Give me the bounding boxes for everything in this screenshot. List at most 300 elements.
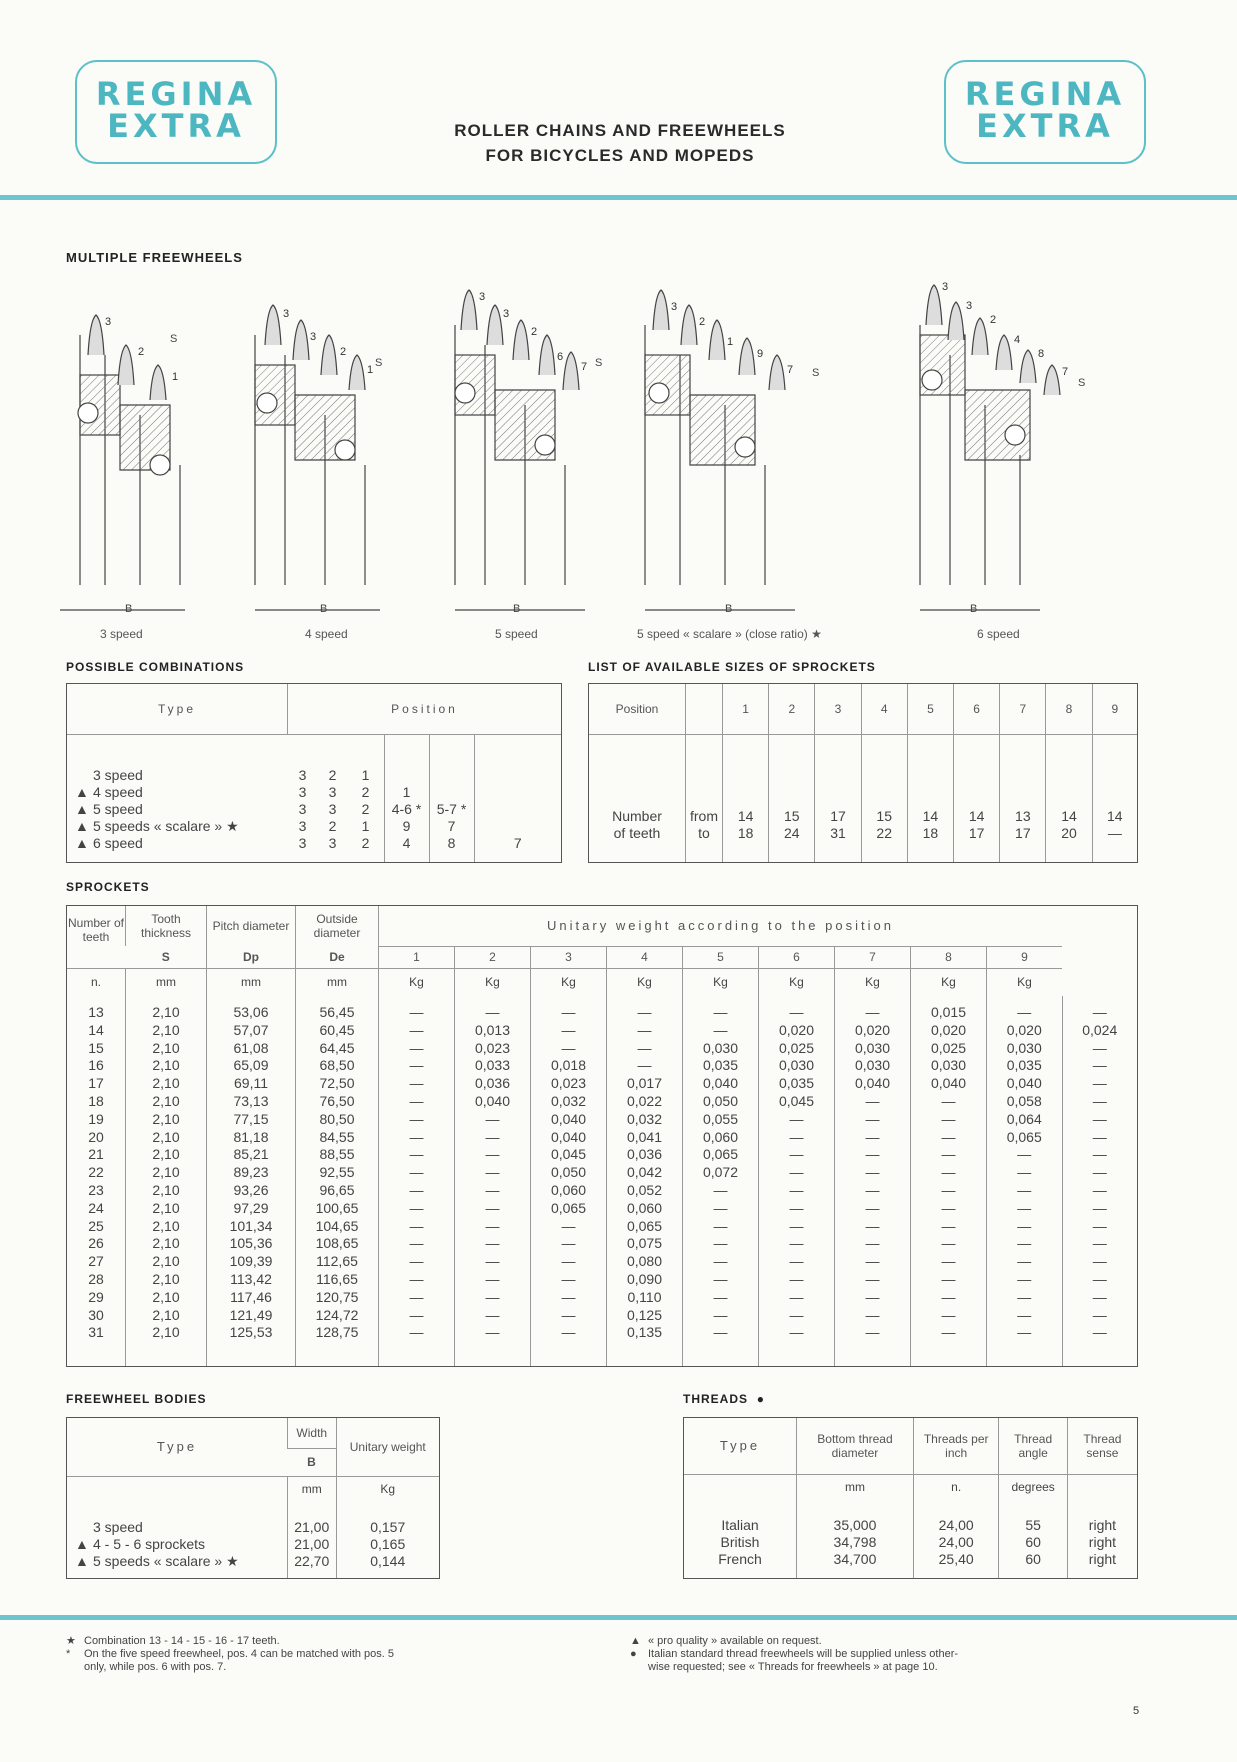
cell: 2,10 xyxy=(152,1324,180,1341)
cell: — xyxy=(637,1057,652,1074)
sym-de: De xyxy=(296,946,379,968)
cell: — xyxy=(1092,1270,1107,1287)
cell: — xyxy=(409,1004,424,1020)
cell: — xyxy=(1017,1146,1032,1163)
cell: — xyxy=(789,1146,804,1163)
cell: — xyxy=(713,1306,728,1323)
cell: — xyxy=(789,1324,804,1341)
cell: 0,030 xyxy=(930,1057,967,1074)
cell: 68,50 xyxy=(319,1057,355,1074)
weight-column-pos-4 xyxy=(607,996,683,1366)
body-type-row: ▲ 5 speeds « scalare » ★ xyxy=(75,1553,239,1569)
unit-kg: Kg xyxy=(759,968,835,996)
cell: 2,10 xyxy=(152,1199,180,1216)
footnote-asterisk-cont: only, while pos. 6 with pos. 7. xyxy=(84,1661,227,1673)
cell: — xyxy=(789,1270,804,1287)
thread-types: Italian British French xyxy=(718,1517,762,1567)
cell: 2,10 xyxy=(152,1146,180,1163)
cell: 0,040 xyxy=(702,1075,739,1092)
sym-dp: Dp xyxy=(207,946,296,968)
brand-logo-left xyxy=(75,60,277,164)
cell: 18 xyxy=(88,1092,104,1109)
size-pos-6: 14 17 xyxy=(954,734,1000,862)
size-pos-2: 15 24 xyxy=(769,734,815,862)
cell: — xyxy=(865,1235,880,1252)
cell: — xyxy=(637,1021,652,1038)
cell: — xyxy=(409,1021,424,1038)
cell: — xyxy=(1092,1128,1107,1145)
cell: — xyxy=(789,1253,804,1270)
cell: 125,53 xyxy=(229,1324,273,1341)
cell: — xyxy=(789,1128,804,1145)
caption-5-speed: 5 speed xyxy=(495,627,538,641)
size-pos-8: 14 20 xyxy=(1046,734,1092,862)
cell: — xyxy=(1092,1057,1107,1074)
pitch-column xyxy=(207,996,296,1366)
cell: 0,040 xyxy=(550,1128,587,1145)
cell: — xyxy=(941,1128,956,1145)
diagram-5-speed xyxy=(455,290,587,610)
unit-mm: mm xyxy=(288,1476,337,1502)
svg-text:1: 1 xyxy=(367,364,374,376)
cell: 0,032 xyxy=(550,1092,587,1109)
col-type: Type xyxy=(67,1418,288,1476)
title-line1: ROLLER CHAINS AND FREEWHEELS xyxy=(454,121,786,140)
cell: — xyxy=(1092,1199,1107,1216)
cell: 0,045 xyxy=(778,1092,815,1109)
cell: — xyxy=(941,1181,956,1198)
cell: 93,26 xyxy=(233,1181,269,1198)
cell: 22 xyxy=(88,1164,104,1181)
cell: — xyxy=(409,1217,424,1234)
cell: 23 xyxy=(88,1181,104,1198)
unit-mm: mm xyxy=(207,968,296,996)
cell: — xyxy=(1017,1164,1032,1181)
caption-4-speed: 4 speed xyxy=(305,627,348,641)
cell: — xyxy=(713,1004,728,1020)
cell: — xyxy=(789,1004,804,1020)
unit-mm: mm xyxy=(797,1474,914,1500)
cell: 100,65 xyxy=(315,1199,359,1216)
cell: — xyxy=(1017,1181,1032,1198)
cell: 0,023 xyxy=(474,1039,511,1056)
cell: 0,025 xyxy=(930,1039,967,1056)
cell: 85,21 xyxy=(233,1146,269,1163)
cell: 0,055 xyxy=(702,1110,739,1127)
svg-text:2: 2 xyxy=(138,346,145,358)
cell: 0,065 xyxy=(550,1199,587,1216)
size-pos-5: 14 18 xyxy=(907,734,953,862)
cell: — xyxy=(941,1146,956,1163)
unit-kg: Kg xyxy=(336,1476,439,1502)
col-outside-diameter: Outside diameter xyxy=(296,906,379,946)
cell: — xyxy=(713,1235,728,1252)
size-pos-9: 14 — xyxy=(1092,734,1137,862)
combination-pos-1: 3 3 3 3 3 xyxy=(298,767,307,851)
svg-text:3: 3 xyxy=(942,281,949,293)
cell: 56,45 xyxy=(319,1004,355,1020)
cell: — xyxy=(485,1253,500,1270)
cell: 27 xyxy=(88,1253,104,1270)
page-title xyxy=(300,118,940,168)
cell: — xyxy=(713,1021,728,1038)
unit-kg: Kg xyxy=(835,968,911,996)
combination-pos-5: 5-7 * 7 8 xyxy=(429,734,474,862)
cell: — xyxy=(409,1092,424,1109)
cell: 0,040 xyxy=(474,1092,511,1109)
footnote-star: ★ Combination 13 - 14 - 15 - 16 - 17 teeth. xyxy=(66,1635,280,1647)
cell: — xyxy=(713,1199,728,1216)
cell: — xyxy=(1092,1110,1107,1127)
dim-b-2: B xyxy=(320,603,328,615)
cell: 2,10 xyxy=(152,1306,180,1323)
dim-b-5: B xyxy=(970,603,978,615)
cell: 0,065 xyxy=(702,1146,739,1163)
cell: 105,36 xyxy=(229,1235,273,1252)
svg-text:3: 3 xyxy=(283,308,290,320)
cell: — xyxy=(865,1217,880,1234)
cell: — xyxy=(409,1253,424,1270)
cell: 0,020 xyxy=(1006,1021,1042,1038)
cell: 65,09 xyxy=(233,1057,269,1074)
cell: 0,040 xyxy=(854,1075,891,1092)
cell: — xyxy=(409,1164,424,1181)
cell: 80,50 xyxy=(319,1110,355,1127)
cell: 2,10 xyxy=(152,1253,180,1270)
brand-line1: REGINA xyxy=(95,75,257,113)
cell: — xyxy=(865,1004,880,1020)
thread-tpi: 24,00 24,00 25,40 xyxy=(913,1500,999,1578)
cell: 69,11 xyxy=(234,1075,268,1092)
cell: 16 xyxy=(88,1057,104,1074)
dim-s-2: S xyxy=(375,357,383,369)
size-pos-4: 15 22 xyxy=(861,734,907,862)
cell: 2,10 xyxy=(152,1021,180,1038)
cell: — xyxy=(561,1306,576,1323)
cell: — xyxy=(485,1217,500,1234)
cell: — xyxy=(865,1270,880,1287)
cell: — xyxy=(637,1004,652,1020)
cell: — xyxy=(1092,1288,1107,1305)
cell: 20 xyxy=(88,1128,104,1145)
weight-column-pos-7 xyxy=(835,996,911,1366)
weight-position-header: 2 xyxy=(455,946,531,968)
weight-column-pos-5 xyxy=(683,996,759,1366)
cell: 0,035 xyxy=(702,1057,739,1074)
cell: 117,46 xyxy=(230,1288,272,1305)
cell: — xyxy=(865,1128,880,1145)
svg-text:3: 3 xyxy=(310,331,317,343)
cell: — xyxy=(941,1306,956,1323)
cell: — xyxy=(865,1253,880,1270)
footnote-dot: ● Italian standard thread freewheels will be supplied unless other- xyxy=(630,1648,959,1660)
sprockets-title: SPROCKETS xyxy=(66,880,150,894)
cell: 0,025 xyxy=(778,1039,815,1056)
col-thread-sense: Thread sense xyxy=(1067,1418,1137,1474)
cell: — xyxy=(485,1270,500,1287)
cell: 0,015 xyxy=(930,1004,967,1020)
svg-text:2: 2 xyxy=(699,316,706,328)
col-pitch-diameter: Pitch diameter xyxy=(207,906,296,946)
pos-header: 1 xyxy=(723,684,769,734)
size-pos-3: 17 31 xyxy=(815,734,861,862)
combination-pos-2: 2 3 3 2 3 xyxy=(328,767,337,851)
cell: 0,036 xyxy=(626,1146,663,1163)
cell: 101,34 xyxy=(229,1217,273,1234)
cell: — xyxy=(1092,1306,1107,1323)
cell: — xyxy=(941,1164,956,1181)
body-type-row: 3 speed xyxy=(93,1519,143,1535)
outside-column xyxy=(296,996,379,1366)
body-types xyxy=(67,1502,288,1578)
dim-s-3: S xyxy=(595,357,603,369)
footnote-triangle: ▲ « pro quality » available on request. xyxy=(630,1635,822,1647)
cell: — xyxy=(561,1021,576,1038)
weight-column-pos-10 xyxy=(1062,996,1137,1366)
cell: 0,125 xyxy=(626,1306,663,1323)
combinations-table xyxy=(66,683,562,863)
number-of-teeth-label: Number of teeth xyxy=(612,808,662,841)
diagram-4-speed xyxy=(255,305,383,610)
cell: 88,55 xyxy=(319,1146,355,1163)
cell: 128,75 xyxy=(315,1324,359,1341)
dim-b-1: B xyxy=(125,603,133,615)
cell: — xyxy=(409,1181,424,1198)
cell: — xyxy=(485,1164,500,1181)
cell: — xyxy=(561,1217,576,1234)
cell: 0,135 xyxy=(626,1324,663,1341)
cell: 14 xyxy=(88,1021,104,1038)
freewheel-bodies-title: FREEWHEEL BODIES xyxy=(66,1392,207,1406)
unit-kg: Kg xyxy=(455,968,531,996)
svg-text:6: 6 xyxy=(557,351,564,363)
thread-angle: 55 60 60 xyxy=(999,1500,1067,1578)
cell: — xyxy=(789,1288,804,1305)
cell: — xyxy=(409,1110,424,1127)
cell: — xyxy=(1017,1324,1032,1341)
cell: 0,052 xyxy=(626,1181,663,1198)
svg-text:2: 2 xyxy=(990,314,997,326)
cell: 0,020 xyxy=(930,1021,967,1038)
col-bottom-thread-diameter: Bottom thread diameter xyxy=(797,1418,914,1474)
svg-text:7: 7 xyxy=(1062,366,1069,378)
dim-s-1: S xyxy=(170,333,178,345)
cell: — xyxy=(561,1004,576,1020)
weight-position-header: 8 xyxy=(911,946,987,968)
cell: — xyxy=(1092,1164,1107,1181)
cell: — xyxy=(1092,1092,1107,1109)
cell: — xyxy=(865,1164,880,1181)
cell: — xyxy=(485,1181,500,1198)
combination-type-row: 3 speed xyxy=(93,767,143,783)
combination-pos-6: 7 xyxy=(474,734,561,862)
cell: 112,65 xyxy=(316,1253,358,1270)
cell: 72,50 xyxy=(319,1075,355,1092)
size-pos-7: 13 17 xyxy=(1000,734,1046,862)
cell: — xyxy=(865,1288,880,1305)
possible-combinations-title: POSSIBLE COMBINATIONS xyxy=(66,660,245,674)
cell: 2,10 xyxy=(152,1288,180,1305)
body-type-row: ▲ 4 - 5 - 6 sprockets xyxy=(75,1536,206,1552)
body-weights: 0,157 0,165 0,144 xyxy=(336,1502,439,1578)
unit-kg: Kg xyxy=(683,968,759,996)
svg-text:3: 3 xyxy=(503,308,510,320)
svg-text:1: 1 xyxy=(172,371,179,383)
unit-n: n. xyxy=(90,975,101,990)
cell: — xyxy=(865,1181,880,1198)
cell: — xyxy=(789,1199,804,1216)
cell: 0,064 xyxy=(1006,1110,1042,1127)
cell: 2,10 xyxy=(152,1075,180,1092)
cell: 0,020 xyxy=(778,1021,815,1038)
multiple-freewheels-title: MULTIPLE FREEWHEELS xyxy=(66,250,243,265)
pos-header: 8 xyxy=(1046,684,1092,734)
cell: — xyxy=(485,1306,500,1323)
cell: — xyxy=(409,1039,424,1056)
weight-position-header: 1 xyxy=(379,946,455,968)
cell: 0,060 xyxy=(626,1199,663,1216)
combination-pos-3: 1 2 2 1 2 xyxy=(361,767,370,851)
weight-position-header: 6 xyxy=(759,946,835,968)
cell: — xyxy=(713,1253,728,1270)
cell: 0,030 xyxy=(854,1039,891,1056)
cell: — xyxy=(1017,1217,1032,1234)
svg-text:3: 3 xyxy=(966,300,973,312)
cell: — xyxy=(1092,1217,1107,1234)
cell: 2,10 xyxy=(152,1004,180,1020)
cell: — xyxy=(561,1039,576,1056)
freewheel-diagrams xyxy=(60,281,1140,625)
cell: 0,030 xyxy=(1006,1039,1042,1056)
caption-3-speed: 3 speed xyxy=(100,627,143,641)
weight-position-header: 3 xyxy=(531,946,607,968)
cell: 92,55 xyxy=(319,1164,355,1181)
cell: 60,45 xyxy=(319,1021,355,1038)
weight-column-pos-2 xyxy=(455,996,531,1366)
cell: — xyxy=(485,1324,500,1341)
cell: 81,18 xyxy=(233,1128,269,1145)
cell: — xyxy=(1017,1199,1032,1216)
cell: — xyxy=(485,1199,500,1216)
cell: 29 xyxy=(88,1288,104,1305)
cell: — xyxy=(941,1270,956,1287)
cell: — xyxy=(941,1110,956,1127)
cell: — xyxy=(1017,1288,1032,1305)
col-threads-per-inch: Threads per inch xyxy=(913,1418,999,1474)
cell: — xyxy=(941,1217,956,1234)
cell: — xyxy=(409,1057,424,1074)
cell: 0,058 xyxy=(1006,1092,1042,1109)
svg-text:2: 2 xyxy=(531,326,538,338)
pos-header: 7 xyxy=(1000,684,1046,734)
cell: — xyxy=(409,1075,424,1092)
cell: — xyxy=(865,1146,880,1163)
footnotes-right xyxy=(630,1635,1150,1674)
cell: 25 xyxy=(88,1217,104,1234)
svg-text:8: 8 xyxy=(1038,348,1045,360)
cell: — xyxy=(1092,1253,1107,1270)
cell: 13 xyxy=(88,1004,104,1020)
cell: — xyxy=(485,1288,500,1305)
cell: 89,23 xyxy=(233,1164,269,1181)
cell: 21 xyxy=(88,1146,104,1163)
cell: 15 xyxy=(88,1039,104,1056)
combination-type-row: ▲ 5 speeds « scalare » ★ xyxy=(75,818,239,834)
cell: 0,024 xyxy=(1082,1021,1118,1038)
cell: — xyxy=(409,1270,424,1287)
cell: — xyxy=(1017,1004,1032,1020)
cell: — xyxy=(713,1324,728,1341)
cell: 104,65 xyxy=(315,1217,359,1234)
cell: 0,060 xyxy=(702,1128,739,1145)
pos-header: 9 xyxy=(1092,684,1137,734)
weight-position-header: 7 xyxy=(835,946,911,968)
footnotes-left xyxy=(66,1635,606,1674)
col-unitary-weight: Unitary weight xyxy=(336,1418,439,1476)
cell: — xyxy=(409,1235,424,1252)
brand-line1: REGINA xyxy=(964,75,1126,113)
combination-types xyxy=(67,734,288,862)
cell: 120,75 xyxy=(315,1288,359,1305)
unit-kg: Kg xyxy=(379,968,455,996)
cell: 2,10 xyxy=(152,1235,180,1252)
pos-header: 4 xyxy=(861,684,907,734)
cell: — xyxy=(409,1324,424,1341)
cell: 2,10 xyxy=(152,1164,180,1181)
cell: 26 xyxy=(88,1235,104,1252)
cell: — xyxy=(561,1324,576,1341)
cell: 0,110 xyxy=(627,1288,662,1305)
cell: — xyxy=(789,1306,804,1323)
cell: — xyxy=(485,1128,500,1145)
title-line2: FOR BICYCLES AND MOPEDS xyxy=(485,146,755,165)
caption-6-speed: 6 speed xyxy=(977,627,1020,641)
col-type: Type xyxy=(684,1418,797,1474)
cell: 31 xyxy=(88,1324,104,1341)
cell: — xyxy=(713,1217,728,1234)
dim-s-4: S xyxy=(812,367,820,379)
cell: — xyxy=(485,1110,500,1127)
combination-type-row: ▲ 5 speed xyxy=(75,801,143,817)
cell: — xyxy=(865,1092,880,1109)
threads-title xyxy=(683,1392,765,1406)
brand-line2: EXTRA xyxy=(107,107,245,145)
page-number: 5 xyxy=(1133,1705,1140,1717)
diagram-5-speed-scalare xyxy=(645,290,795,610)
col-b: B xyxy=(288,1448,337,1476)
header-rule xyxy=(0,195,1237,200)
thread-bottom: 35,000 34,798 34,700 xyxy=(797,1500,914,1578)
sym-s: S xyxy=(126,946,207,968)
cell: 2,10 xyxy=(152,1270,180,1287)
svg-text:3: 3 xyxy=(105,316,112,328)
cell: 17 xyxy=(88,1075,104,1092)
footnote-asterisk: * On the five speed freewheel, pos. 4 can be matched with pos. 5 xyxy=(66,1648,395,1660)
cell: 57,07 xyxy=(233,1021,269,1038)
weight-column-pos-1 xyxy=(379,996,455,1366)
cell: — xyxy=(713,1181,728,1198)
cell: 0,018 xyxy=(550,1057,587,1074)
unit-degrees: degrees xyxy=(999,1474,1067,1500)
threads-mark: ● xyxy=(756,1392,765,1406)
cell: 2,10 xyxy=(152,1092,180,1109)
cell: 76,50 xyxy=(319,1092,355,1109)
cell: — xyxy=(789,1235,804,1252)
svg-text:1: 1 xyxy=(727,336,734,348)
weight-column-pos-3 xyxy=(531,996,607,1366)
cell: 2,10 xyxy=(152,1128,180,1145)
cell: 0,036 xyxy=(474,1075,511,1092)
